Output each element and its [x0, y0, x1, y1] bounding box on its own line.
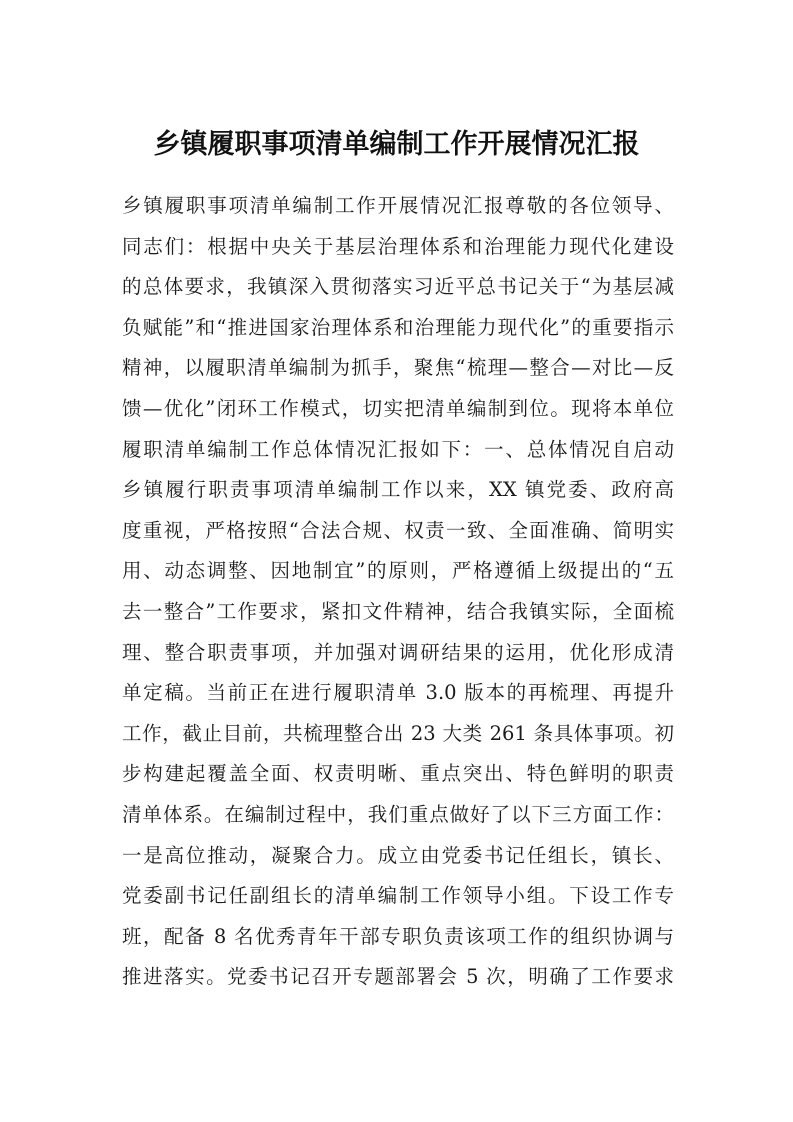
body-line: 步构建起覆盖全面、权责明晰、重点突出、特色鲜明的职责: [122, 762, 674, 786]
body-line: 一是高位推动，凝聚合力。成立由党委书记任组长，镇长、: [122, 843, 674, 867]
body-line: 乡镇履行职责事项清单编制工作以来，XX 镇党委、政府高: [122, 478, 674, 502]
body-line: 的总体要求，我镇深入贯彻落实习近平总书记关于“为基层减: [122, 275, 674, 299]
body-line: 用、动态调整、因地制宜”的原则，严格遵循上级提出的“五: [122, 559, 674, 583]
body-line: 度重视，严格按照“合法合规、权责一致、全面准确、简明实: [122, 518, 674, 542]
body-line: 乡镇履职事项清单编制工作开展情况汇报尊敬的各位领导、: [122, 194, 674, 217]
body-line: 去一整合”工作要求，紧扣文件精神，结合我镇实际，全面梳: [122, 599, 674, 623]
body-line: 清单体系。在编制过程中，我们重点做好了以下三方面工作：: [122, 802, 674, 826]
document-body: [122, 186, 674, 998]
body-line: 负赋能”和“推进国家治理体系和治理能力现代化”的重要指示: [122, 315, 674, 339]
body-line: 党委副书记任副组长的清单编制工作领导小组。下设工作专: [122, 884, 674, 908]
body-line: 班，配备 8 名优秀青年干部专职负责该项工作的组织协调与: [122, 924, 674, 948]
body-line: 履职清单编制工作总体情况汇报如下：一、总体情况自启动: [122, 437, 674, 461]
document-title: 乡镇履职事项清单编制工作开展情况汇报: [153, 129, 640, 160]
body-line: 单定稿。当前正在进行履职清单 3.0 版本的再梳理、再提升: [122, 681, 674, 705]
body-line: 工作，截止目前，共梳理整合出 23 大类 261 条具体事项。初: [122, 721, 674, 745]
body-line: 推进落实。党委书记召开专题部署会 5 次，明确了工作要求: [122, 965, 674, 989]
body-line: 理、整合职责事项，并加强对调研结果的运用，优化形成清: [122, 640, 674, 664]
body-line: 同志们：根据中央关于基层治理体系和治理能力现代化建设: [122, 234, 674, 258]
body-line: 馈—优化”闭环工作模式，切实把清单编制到位。现将本单位: [122, 396, 674, 420]
body-line: 精神，以履职清单编制为抓手，聚焦“梳理—整合—对比—反: [122, 356, 674, 380]
